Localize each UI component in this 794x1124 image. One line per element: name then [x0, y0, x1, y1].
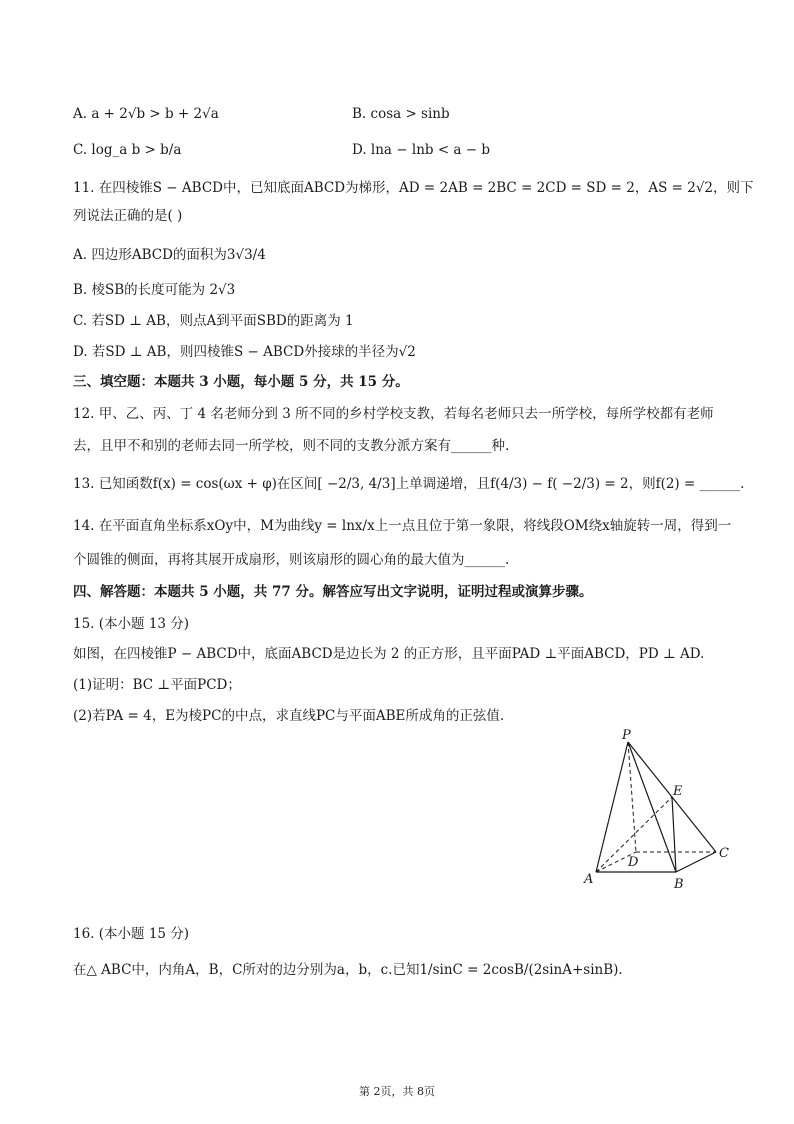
q13-line1: 13. 已知函数f(x) = cos(ωx + φ)在区间[ −2/3, 4/3]上单调递增，且f(4/3) − f( −2/3) = 2，则f(2) = ______.	[73, 476, 745, 492]
q11-stem-line2: 列说法正确的是( )	[73, 208, 183, 224]
label-c: C	[719, 846, 729, 861]
q15-line1: 如图，在四棱锥P − ABCD中，底面ABCD是边长为 2 的正方形，且平面PAD ⊥平面ABCD，PD ⊥ AD.	[73, 646, 705, 662]
q12-line1: 12. 甲、乙、丙、丁 4 名老师分到 3 所不同的乡村学校支教，若每名老师只去一所学校，每所学校都有老师	[73, 406, 714, 422]
q10-option-d: D. lna − lnb < a − b	[352, 142, 491, 158]
q15-header: 15. (本小题 13 分)	[73, 616, 190, 632]
label-b: B	[674, 877, 684, 892]
q10-option-c: C. log_a b > b/a	[73, 142, 182, 158]
label-p: P	[622, 728, 631, 743]
q15-part2: (2)若PA = 4，E为棱PC的中点，求直线PC与平面ABE所成角的正弦值.	[73, 708, 505, 724]
q10-option-b: B. cosa > sinb	[352, 106, 450, 122]
q10-option-a: A. a + 2√b > b + 2√a	[73, 106, 219, 122]
pyramid-figure	[580, 726, 740, 892]
edge-pa	[596, 742, 628, 872]
q11-option-a: A. 四边形ABCD的面积为3√3/4	[73, 247, 266, 263]
q12-line2: 去，且甲不和别的老师去同一所学校，则不同的支教分派方案有______种.	[73, 438, 510, 454]
label-a: A	[584, 872, 594, 887]
label-e: E	[673, 784, 683, 799]
q16-line1: 在△ ABC中，内角A，B，C所对的边分别为a，b，c.已知1/sinC = 2cosB/(2sinA+sinB).	[73, 962, 623, 978]
q14-line2: 个圆锥的侧面，再将其展开成扇形，则该扇形的圆心角的最大值为______.	[73, 552, 510, 568]
section3-title: 三、填空题：本题共 3 小题，每小题 5 分，共 15 分。	[73, 374, 409, 390]
edge-bc	[676, 852, 716, 872]
q11-stem-line1: 11. 在四棱锥S − ABCD中，已知底面ABCD为梯形，AD = 2AB = 2BC = 2CD = SD = 2，AS = 2√2，则下	[73, 180, 754, 196]
q11-option-c: C. 若SD ⊥ AB，则点A到平面SBD的距离为 1	[73, 313, 354, 329]
label-d: D	[628, 855, 639, 870]
section4-title: 四、解答题：本题共 5 小题，共 77 分。解答应写出文字说明，证明过程或演算步骤。	[73, 584, 593, 600]
q16-header: 16. (本小题 15 分)	[73, 926, 190, 942]
edge-pd	[628, 742, 636, 852]
q14-line1: 14. 在平面直角坐标系xOy中，M为曲线y = lnx/x上一点且位于第一象限，将线段OM绕x轴旋转一周，得到一	[73, 518, 732, 534]
page-footer: 第 2页，共 8页	[359, 1085, 435, 1098]
q11-option-d: D. 若SD ⊥ AB，则四棱锥S − ABCD外接球的半径为√2	[73, 344, 416, 360]
q15-part1: (1)证明：BC ⊥平面PCD；	[73, 677, 241, 693]
edge-be	[672, 797, 676, 872]
q11-option-b: B. 棱SB的长度可能为 2√3	[73, 282, 236, 298]
